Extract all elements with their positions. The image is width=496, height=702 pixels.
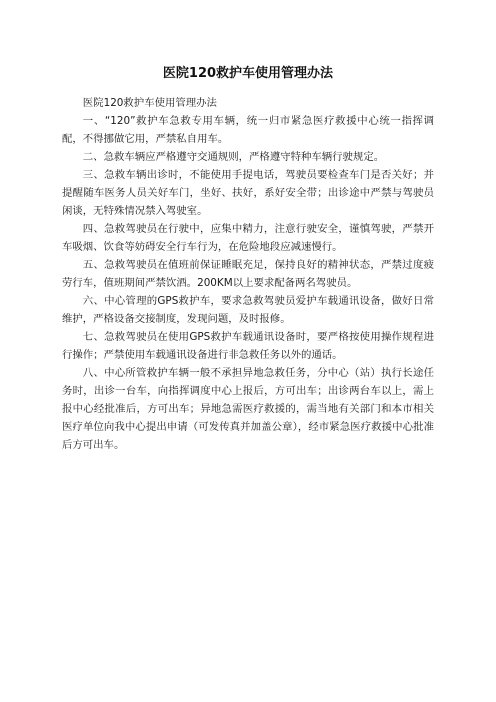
paragraph-rule-6: 六、中心管理的GPS救护车，要求急救驾驶员爱护车载通讯设备，做好日常维护，严格设备交接制度，发现问题，及时报修。: [62, 295, 434, 325]
document-title: 医院120救护车使用管理办法: [162, 66, 334, 81]
paragraph-rule-8: 八、中心所管救护车辆一般不承担异地急救任务，分中心（站）执行长途任务时，出诊一台车，向指挥调度中心上报后，方可出车；出诊两台车以上，需上报中心经批准后，方可出车；异地急需医疗救援的，需当地有关部门和本市相关医疗单位向我中心提出申请（可发传真并加盖公章），经市紧急医疗救援中心批准后方可出车。: [62, 367, 434, 451]
paragraph-rule-3: 三、急救车辆出诊时，不能使用手提电话，驾驶员要检查车门是否关好；并提醒随车医务人员关好车门，坐好、扶好，系好安全带；出诊途中严禁与驾驶员闲谈，无特殊情况禁入驾驶室。: [62, 169, 434, 217]
paragraph-rule-2: 二、急救车辆应严格遵守交通规则，严格遵守特种车辆行驶规定。: [82, 151, 385, 163]
document-body: [62, 94, 434, 454]
paragraph-rule-4: 四、急救驾驶员在行驶中，应集中精力，注意行驶安全，谨慎驾驶，严禁开车吸烟、饮食等妨碍安全行车行为，在危险地段应减速慢行。: [62, 223, 434, 253]
paragraph-rule-1: 一、“120”救护车急救专用车辆，统一归市紧急医疗救援中心统一指挥调配，不得挪做它用，严禁私自用车。: [62, 115, 434, 145]
paragraph-rule-5: 五、急救驾驶员在值班前保证睡眠充足，保持良好的精神状态，严禁过度疲劳行车，值班期间严禁饮酒。200KM以上要求配备两名驾驶员。: [62, 259, 434, 289]
paragraph-rule-7: 七、急救驾驶员在使用GPS救护车载通讯设备时，要严格按使用操作规程进行操作；严禁使用车载通讯设备进行非急救任务以外的通话。: [62, 331, 434, 361]
paragraph-subtitle: 医院120救护车使用管理办法: [82, 97, 217, 109]
